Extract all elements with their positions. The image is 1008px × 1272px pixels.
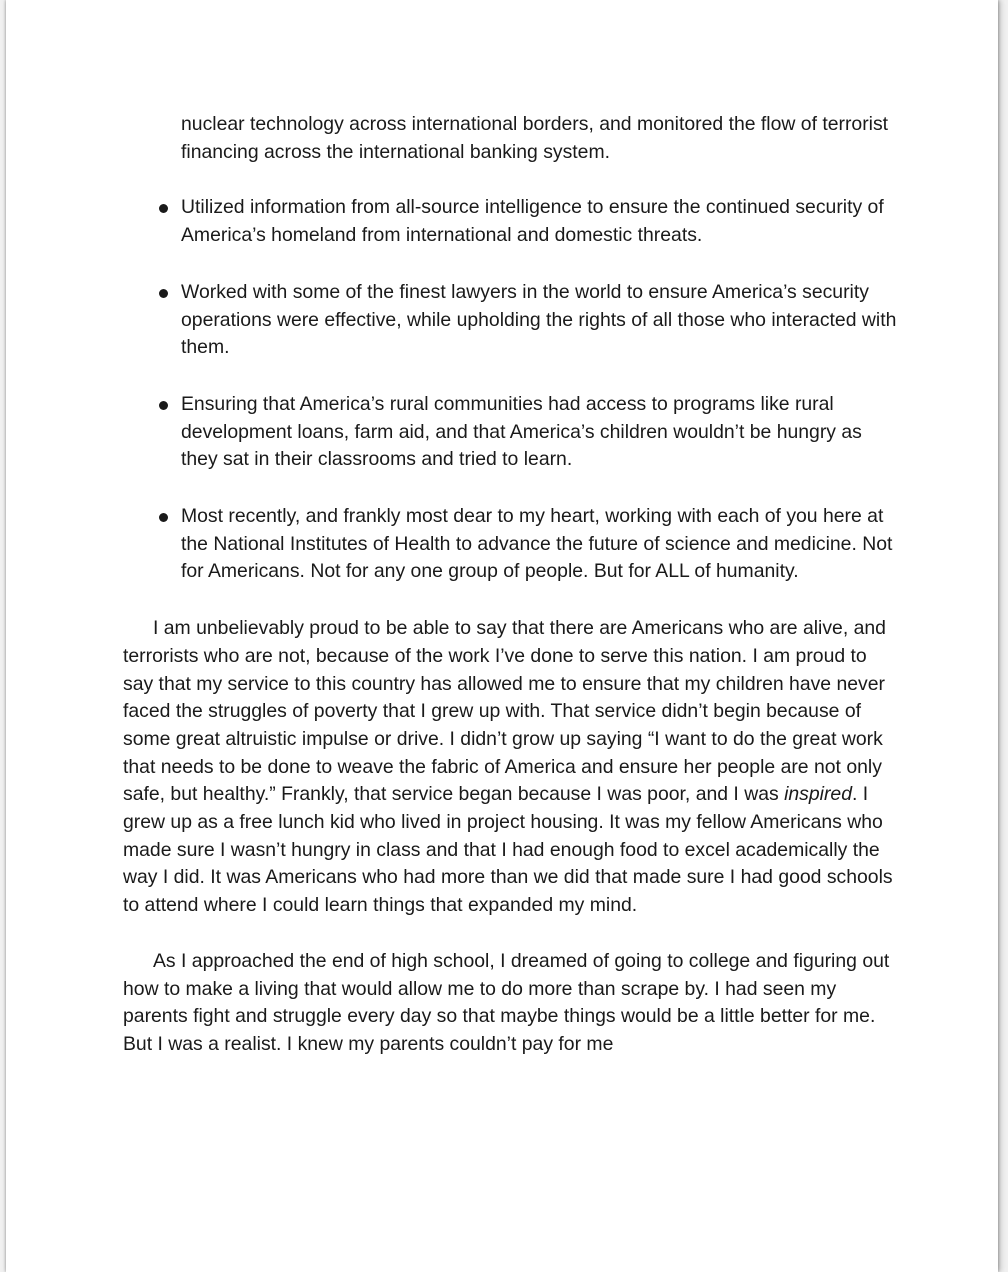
bullet-item bbox=[123, 194, 899, 249]
bullet-continuation: nuclear technology across international borders, and monitored the flow of terrorist financing across the international banking system. bbox=[181, 113, 889, 163]
bullet-dot-icon bbox=[159, 513, 168, 522]
bullet-item bbox=[123, 279, 899, 362]
bullet-text: Ensuring that America’s rural communities had access to programs like rural development loans, farm aid, and that America’s children wouldn’t be hungry as they sat in their classrooms and tried to learn. bbox=[181, 392, 862, 471]
bullet-dot-icon bbox=[159, 401, 168, 410]
bullet-text: Most recently, and frankly most dear to my heart, working with each of you here at the National Institutes of Health to advance the future of science and medicine. Not for Americans. Not for any one group of people. But for ALL of humanity. bbox=[181, 505, 893, 583]
document-body bbox=[123, 111, 899, 1087]
document-page bbox=[6, 0, 998, 1272]
bullet-dot-icon bbox=[159, 289, 168, 298]
bullet-dot-icon bbox=[159, 204, 168, 213]
bullet-text: Utilized information from all-source intelligence to ensure the continued security of America’s homeland from international and domestic threats. bbox=[181, 196, 884, 247]
emphasis-text: inspired bbox=[784, 783, 852, 806]
bullet-text: Worked with some of the finest lawyers in the world to ensure America’s security operations were effective, while upholding the rights of all those who interacted with them. bbox=[181, 280, 897, 359]
paragraph-service bbox=[123, 615, 899, 920]
bullet-item bbox=[123, 391, 899, 474]
paragraph-text: . I grew up as a free lunch kid who lived in project housing. It was my fellow Americans who made sure I wasn’t hungry in class and that I had enough food to excel academically the way I did. It was Americans who had more than we did that made sure I had good schools to attend where I could learn things that expanded my mind. bbox=[123, 783, 893, 917]
bullet-list bbox=[123, 194, 899, 586]
bullet-item bbox=[123, 503, 899, 586]
paragraph-text: I am unbelievably proud to be able to say that there are Americans who are alive, and terrorists who are not, because of the work I’ve done to serve this nation. I am proud to say that my service to this country has allowed me to ensure that my children have never faced the struggles of poverty that I grew up with. That service didn’t begin because of some great altruistic impulse or drive. I didn’t grow up saying “I want to do the great work that needs to be done to weave the fabric of America and ensure her people are not only safe, but healthy.” Frankly, that service began because I was poor, and I was bbox=[123, 617, 886, 806]
paragraph-high-school: As I approached the end of high school, I dreamed of going to college and figuring out how to make a living that would allow me to do more than scrape by. I had seen my parents fight and struggle every day so that maybe things would be a little better for me. But I was a realist. I knew my parents couldn’t pay for me bbox=[123, 949, 890, 1055]
